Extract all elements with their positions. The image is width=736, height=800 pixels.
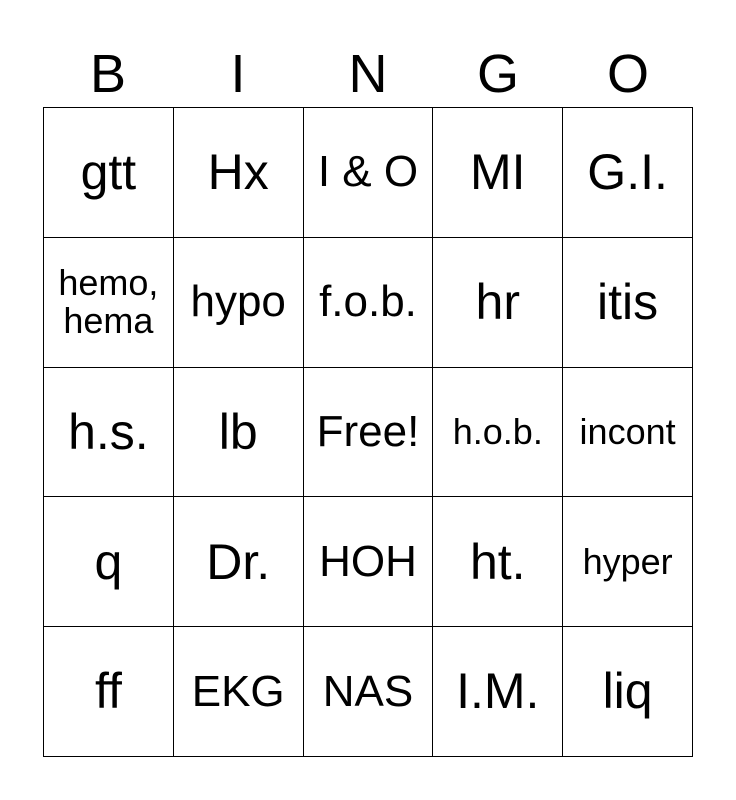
bingo-cell-r3c4[interactable]: h.o.b. xyxy=(433,368,563,498)
bingo-cell-r5c5[interactable]: liq xyxy=(563,627,693,757)
bingo-cell-r3c5[interactable]: incont xyxy=(563,368,693,498)
bingo-cell-r3c2[interactable]: lb xyxy=(174,368,304,498)
bingo-cell-r3c1[interactable]: h.s. xyxy=(44,368,174,498)
bingo-cell-r5c3[interactable]: NAS xyxy=(304,627,434,757)
bingo-cell-free[interactable]: Free! xyxy=(304,368,434,498)
header-letter-o: O xyxy=(606,44,649,104)
bingo-cell-r5c1[interactable]: ff xyxy=(44,627,174,757)
bingo-cell-r4c4[interactable]: ht. xyxy=(433,497,563,627)
bingo-cell-r2c1[interactable]: hemo, hema xyxy=(44,238,174,368)
bingo-cell-r2c2[interactable]: hypo xyxy=(174,238,304,368)
header-letter-g: G xyxy=(476,44,519,104)
bingo-cell-r2c5[interactable]: itis xyxy=(563,238,693,368)
bingo-cell-r1c5[interactable]: G.I. xyxy=(563,108,693,238)
bingo-cell-r1c4[interactable]: MI xyxy=(433,108,563,238)
bingo-cell-r1c1[interactable]: gtt xyxy=(44,108,174,238)
bingo-cell-r5c4[interactable]: I.M. xyxy=(433,627,563,757)
bingo-cell-r2c3[interactable]: f.o.b. xyxy=(304,238,434,368)
header-letter-b: B xyxy=(89,44,127,104)
bingo-cell-r4c5[interactable]: hyper xyxy=(563,497,693,627)
bingo-cell-r2c4[interactable]: hr xyxy=(433,238,563,368)
bingo-cell-r4c3[interactable]: HOH xyxy=(304,497,434,627)
header-letter-i: I xyxy=(230,44,246,104)
header-letter-n: N xyxy=(348,44,388,104)
bingo-header xyxy=(43,42,693,106)
bingo-cell-r4c2[interactable]: Dr. xyxy=(174,497,304,627)
bingo-cell-r4c1[interactable]: q xyxy=(44,497,174,627)
bingo-cell-r1c3[interactable]: I & O xyxy=(304,108,434,238)
bingo-cell-r5c2[interactable]: EKG xyxy=(174,627,304,757)
bingo-cell-r1c2[interactable]: Hx xyxy=(174,108,304,238)
bingo-board xyxy=(43,107,693,757)
